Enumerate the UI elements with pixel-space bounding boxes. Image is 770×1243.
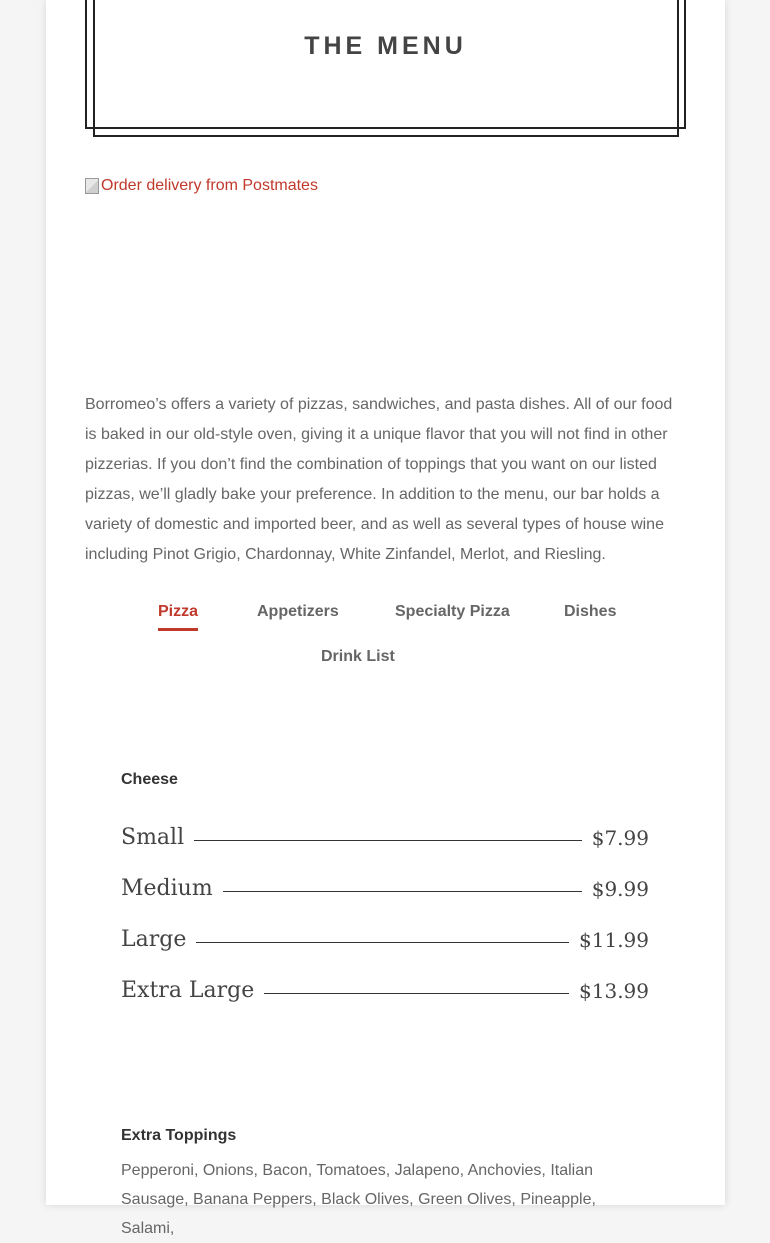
title-frame-front xyxy=(85,0,686,129)
leader-line xyxy=(194,840,582,841)
size-name: Large xyxy=(121,927,187,952)
size-price: $11.99 xyxy=(579,928,649,952)
size-name: Medium xyxy=(121,876,213,901)
tab-pizza[interactable]: Pizza xyxy=(158,603,199,620)
price-row xyxy=(121,818,649,850)
intro-paragraph: Borromeo’s offers a variety of pizzas, sandwiches, and pasta dishes. All of our food is baked in our old-style oven, giving it a unique flavor that you will not find in other pizzerias. If you don’t find the combination of toppings that you want on our listed pizzas, we’ll gladly bake your preference. In addition to the menu, our bar holds a variety of domestic and imported beer, and as well as several types of house wine including Pinot Grigio, Chardonnay, White Zinfandel, Merlot, and Riesling. xyxy=(85,396,673,563)
size-price: $9.99 xyxy=(591,877,649,901)
leader-line xyxy=(223,891,582,892)
price-row xyxy=(121,869,649,901)
price-row xyxy=(121,971,649,1003)
size-name: Extra Large xyxy=(121,978,255,1003)
extra-toppings-title: Extra Toppings xyxy=(121,1127,237,1144)
tab-drink-list[interactable]: Drink List xyxy=(321,648,395,665)
menu-page xyxy=(46,0,725,1237)
tab-appetizers[interactable]: Appetizers xyxy=(257,603,339,620)
size-price: $13.99 xyxy=(579,979,649,1003)
price-row xyxy=(121,920,649,952)
postmates-order-link[interactable] xyxy=(85,177,325,377)
broken-image-icon xyxy=(85,178,99,194)
cheese-section-title: Cheese xyxy=(121,771,178,788)
tab-specialty-pizza[interactable]: Specialty Pizza xyxy=(395,603,510,620)
extra-toppings-list: Pepperoni, Onions, Bacon, Tomatoes, Jalapeno, Anchovies, Italian Sausage, Banana Peppers, Black Olives, Green Olives, Pineapple, Salami, xyxy=(121,1162,596,1237)
postmates-alt-text: Order delivery from Postmates xyxy=(101,177,318,194)
size-name: Small xyxy=(121,825,185,850)
page-title: THE MENU xyxy=(304,32,467,60)
leader-line xyxy=(196,942,569,943)
leader-line xyxy=(264,993,569,994)
tab-dishes[interactable]: Dishes xyxy=(564,603,617,620)
size-price: $7.99 xyxy=(591,826,649,850)
